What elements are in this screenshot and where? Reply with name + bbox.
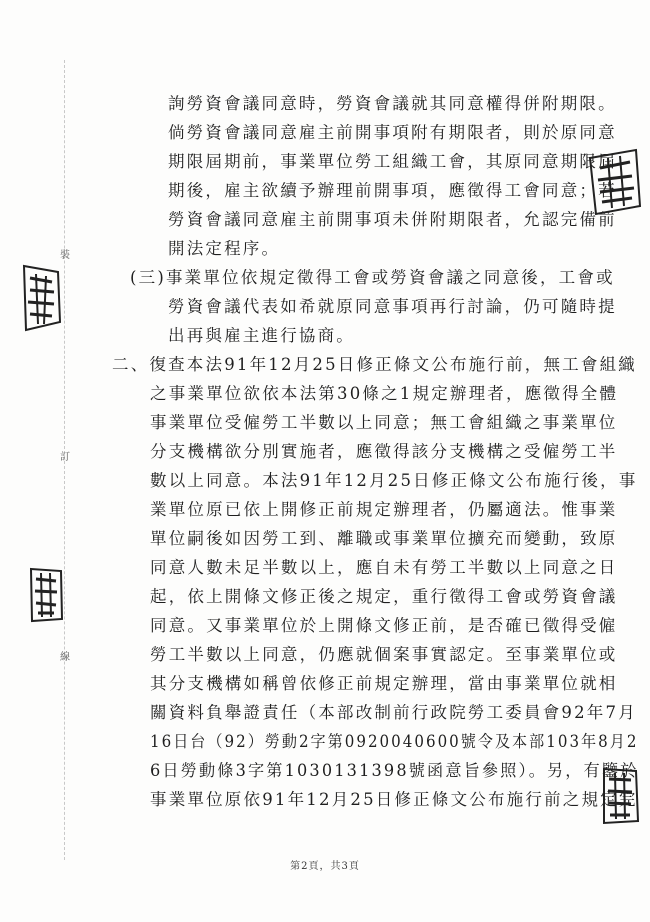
paragraph-line: 數以上同意。本法91年12月25日修正條文公布施行後，事 [150, 471, 638, 490]
paragraph-line: 起，依上開條文修正後之規定，重行徵得工會或勞資會議 [150, 587, 618, 606]
paragraph-line: 分支機構欲分別實施者，應徵得該分支機構之受僱勞工半 [150, 442, 618, 461]
paragraph-line: 二、復查本法91年12月25日修正條文公布施行前，無工會組織 [112, 355, 637, 374]
paragraph-line: 出再與雇主進行協商。 [168, 326, 355, 345]
paragraph-line: 6日勞動條3字第1030131398號函意旨參照）。另，有鑒於 [150, 761, 639, 780]
page-number-footer: 第2頁，共3頁 [290, 861, 360, 872]
binding-mark-xian: 線 [60, 652, 70, 663]
paragraph-line: 關資料負舉證責任（本部改制前行政院勞工委員會92年7月 [150, 703, 637, 722]
paragraph-line: 業單位原已依上開修正前規定辦理者，仍屬適法。惟事業 [150, 500, 618, 519]
paragraph-line: 詢勞資會議同意時，勞資會議就其同意權得併附期限。 [168, 94, 617, 113]
paragraph-line: 之事業單位欲依本法第30條之1規定辦理者，應徵得全體 [150, 384, 619, 403]
paragraph-line: 勞資會議代表如希就原同意事項再行討論，仍可隨時提 [168, 297, 617, 316]
binding-mark-zhuang: 裝 [60, 250, 70, 261]
paragraph-line: 期後，雇主欲續予辦理前開事項，應徵得工會同意；若 [168, 181, 617, 200]
paragraph-line: 同意。又事業單位於上開條文修正前，是否確已徵得受僱 [150, 616, 618, 635]
paragraph-line: 事業單位原依91年12月25日修正條文公布施行前之規定完 [150, 790, 638, 809]
paragraph-line: 倘勞資會議同意雇主前開事項附有期限者，則於原同意 [168, 123, 617, 142]
paragraph-line: 開法定程序。 [168, 239, 281, 258]
binding-mark-ding: 訂 [60, 452, 70, 463]
paragraph-line: 事業單位受僱勞工半數以上同意；無工會組織之事業單位 [150, 413, 618, 432]
seal-stamp-left-top [18, 262, 64, 334]
paragraph-line: (三)事業單位依規定徵得工會或勞資會議之同意後，工會或 [130, 268, 615, 287]
paragraph-line: 16日台（92）勞動2字第0920040600號令及本部103年8月2 [150, 732, 639, 751]
paragraph-line: 同意人數未足半數以上，應自未有勞工半數以上同意之日 [150, 558, 618, 577]
paragraph-line: 單位嗣後如因勞工到、離職或事業單位擴充而變動，致原 [150, 529, 618, 548]
paragraph-line: 其分支機構如稱曾依修正前規定辦理，當由事業單位就相 [150, 674, 618, 693]
paragraph-line: 期限屆期前，事業單位勞工組織工會，其原同意期限屆 [168, 152, 617, 171]
seal-stamp-left-bottom [26, 565, 66, 625]
paragraph-line: 勞工半數以上同意，仍應就個案事實認定。至事業單位或 [150, 645, 618, 664]
paragraph-line: 勞資會議同意雇主前開事項未併附期限者，允認完備前 [168, 210, 617, 229]
